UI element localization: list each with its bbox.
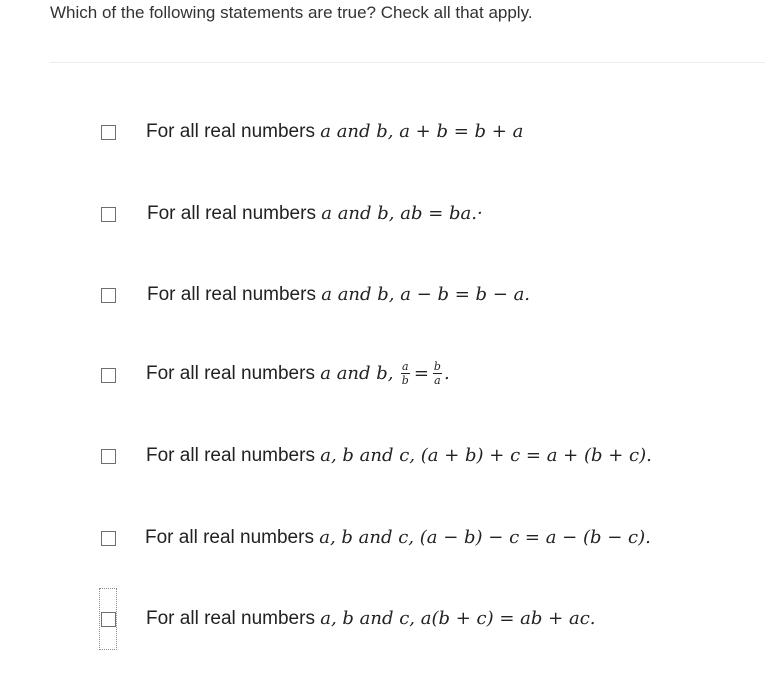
option-1-label <box>146 112 523 152</box>
option-1-math: a and b, a + b = b + a <box>320 121 524 142</box>
fraction-1-denominator: b <box>401 374 409 388</box>
option-3-label <box>147 275 530 315</box>
option-1-checkbox[interactable] <box>101 125 116 140</box>
question-prompt: Which of the following statements are true? Check all that apply. <box>50 3 533 22</box>
option-7-checkbox[interactable] <box>101 612 116 627</box>
divider <box>50 62 765 63</box>
option-4-label <box>146 354 450 394</box>
option-4[interactable] <box>0 354 765 394</box>
option-5[interactable] <box>0 436 765 476</box>
option-4-math-before: a and b, <box>320 363 394 384</box>
option-7-text: For all real numbers <box>146 608 315 629</box>
equals-sign: = <box>413 363 429 384</box>
option-4-text: For all real numbers <box>146 363 315 384</box>
option-3-text: For all real numbers <box>147 284 316 305</box>
option-6-checkbox[interactable] <box>101 531 116 546</box>
option-7-math: a, b and c, a(b + c) = ab + ac. <box>320 608 596 629</box>
option-6-text: For all real numbers <box>145 527 314 548</box>
fraction-b-over-a <box>433 361 442 386</box>
option-2-text: For all real numbers <box>147 203 316 224</box>
option-5-label <box>146 436 652 476</box>
option-3-math: a and b, a − b = b − a. <box>321 284 531 305</box>
option-6[interactable] <box>0 518 765 558</box>
option-5-text: For all real numbers <box>146 445 315 466</box>
option-4-checkbox[interactable] <box>101 368 116 383</box>
option-2[interactable] <box>0 194 765 234</box>
option-7-label <box>146 599 596 639</box>
option-2-math: a and b, ab = ba.· <box>321 203 483 224</box>
option-1[interactable] <box>0 112 765 152</box>
option-3[interactable] <box>0 275 765 315</box>
fraction-1-numerator: a <box>402 360 409 374</box>
option-6-math: a, b and c, (a − b) − c = a − (b − c). <box>319 527 651 548</box>
fraction-2-numerator: b <box>433 360 441 374</box>
option-5-checkbox[interactable] <box>101 449 116 464</box>
option-2-checkbox[interactable] <box>101 207 116 222</box>
option-2-label <box>147 194 483 234</box>
option-4-math-after: . <box>443 363 450 384</box>
fraction-a-over-b <box>401 361 410 386</box>
option-1-text: For all real numbers <box>146 121 315 142</box>
option-5-math: a, b and c, (a + b) + c = a + (b + c). <box>320 445 652 466</box>
option-3-checkbox[interactable] <box>101 288 116 303</box>
fraction-2-denominator: a <box>434 374 441 388</box>
option-6-label <box>145 518 651 558</box>
option-7[interactable] <box>0 599 765 639</box>
